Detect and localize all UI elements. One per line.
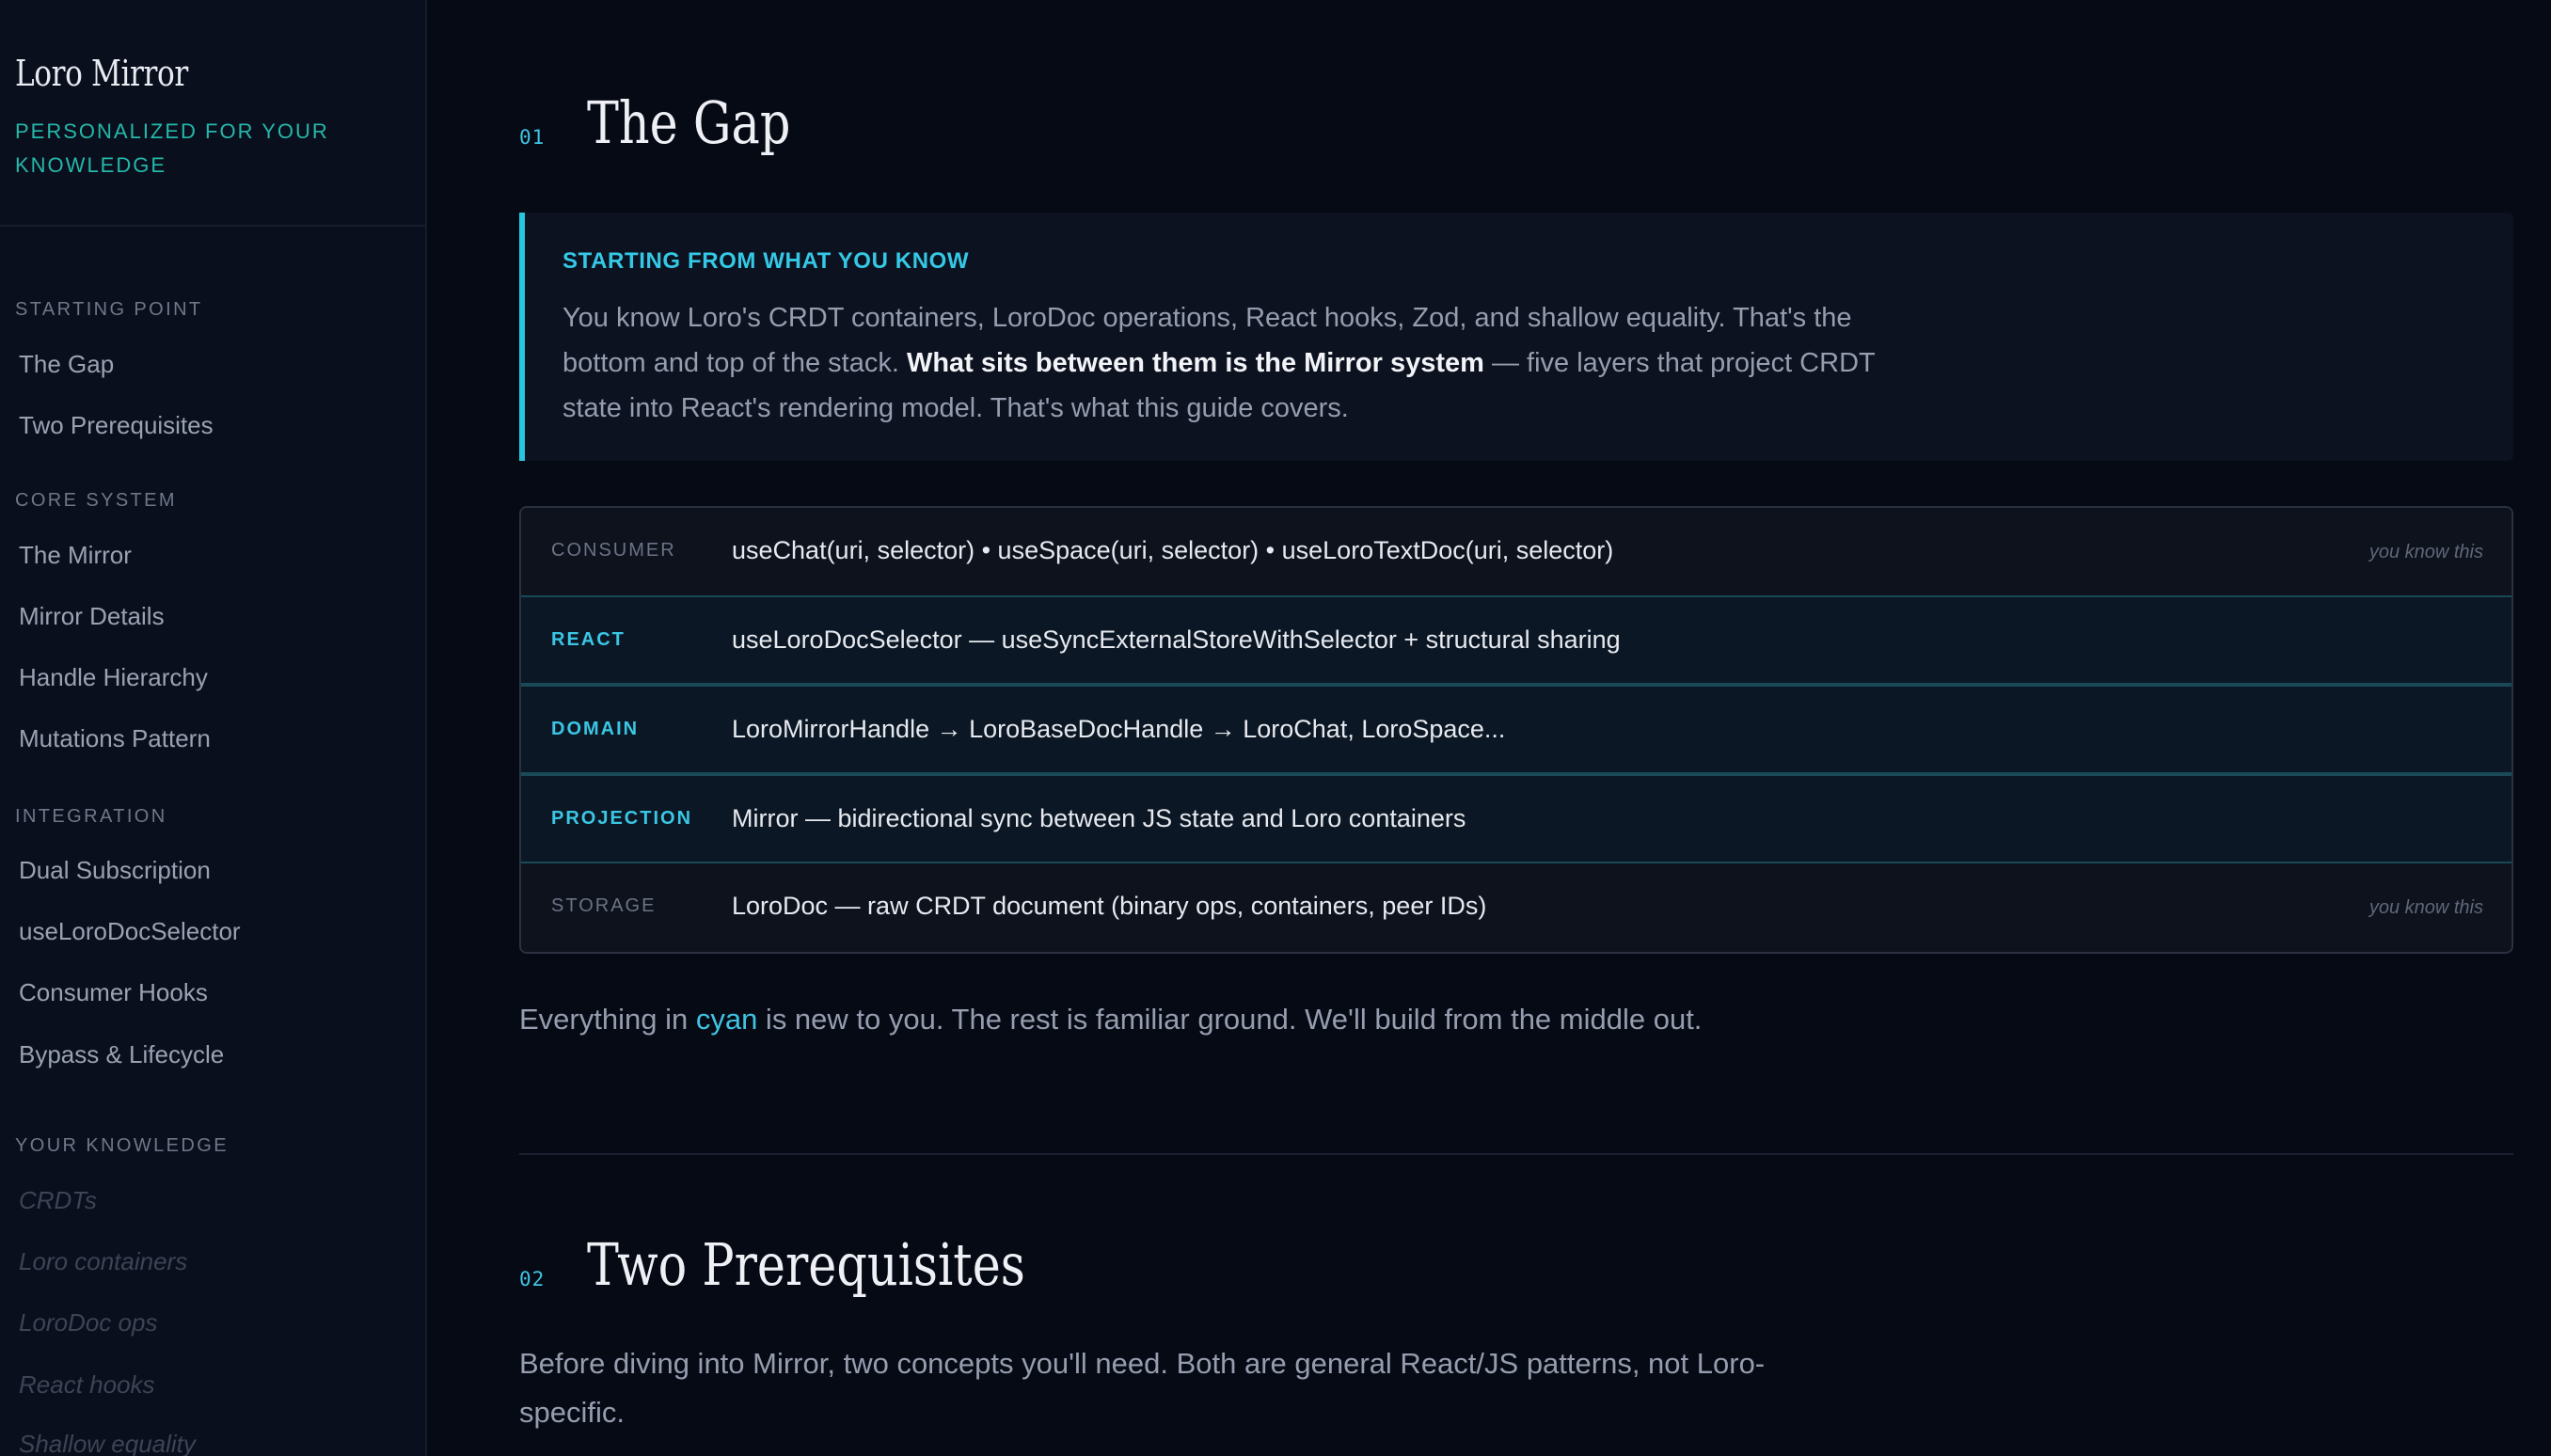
site-subtitle-line2: KNOWLEDGE — [15, 153, 167, 177]
layer-projection — [521, 774, 2511, 863]
layer-text: Mirror — bidirectional sync between JS state and Loro containers — [732, 804, 1466, 832]
layer-consumer — [521, 508, 2511, 597]
brand — [15, 53, 410, 182]
layer-label: CONSUMER — [551, 540, 676, 561]
site-subtitle-line1: PERSONALIZED FOR YOUR — [15, 119, 329, 143]
layer-text: useLoroDocSelector — useSyncExternalStoreWithSelector + structural sharing — [732, 625, 1621, 654]
nav-item-mirror-details[interactable]: Mirror Details — [19, 602, 165, 630]
layer-label: STORAGE — [551, 895, 657, 916]
section-number-01: 01 — [519, 126, 546, 149]
callout-text — [562, 295, 1879, 431]
layer-label: REACT — [551, 629, 626, 650]
layer-label: PROJECTION — [551, 808, 693, 829]
knowledge-item-crdts: CRDTs — [19, 1186, 97, 1214]
nav-section-core-system: CORE SYSTEM — [15, 490, 177, 511]
stack-explanation-start: Everything in — [519, 1003, 696, 1036]
callout-box — [519, 213, 2513, 461]
nav-item-two-prerequisites[interactable]: Two Prerequisites — [19, 411, 214, 439]
nav-item-use-loro-doc-selector[interactable]: useLoroDocSelector — [19, 917, 241, 945]
stack-explanation — [519, 1003, 1702, 1037]
section-title-two-prerequisites: Two Prerequisites — [587, 1230, 1025, 1299]
cyan-highlight: cyan — [695, 1003, 758, 1036]
nav-item-consumer-hooks[interactable]: Consumer Hooks — [19, 978, 208, 1006]
layer-note: you know this — [2369, 542, 2483, 562]
nav-section-starting-point: STARTING POINT — [15, 299, 203, 320]
section-title-the-gap: The Gap — [587, 88, 791, 157]
layer-label: DOMAIN — [551, 719, 640, 739]
site-title[interactable]: Loro Mirror — [15, 53, 188, 94]
sidebar-divider — [0, 225, 427, 227]
layer-domain — [521, 685, 2511, 774]
layer-stack — [519, 506, 2513, 954]
site-subtitle — [15, 115, 410, 182]
knowledge-item-loro-containers: Loro containers — [19, 1247, 188, 1275]
callout-label: STARTING FROM WHAT YOU KNOW — [562, 248, 970, 274]
knowledge-item-lorodoc-ops: LoroDoc ops — [19, 1308, 158, 1337]
nav-item-the-mirror[interactable]: The Mirror — [19, 541, 132, 569]
nav-item-bypass-lifecycle[interactable]: Bypass & Lifecycle — [19, 1040, 225, 1068]
stack-explanation-end: is new to you. The rest is familiar ground. We'll build from the middle out. — [757, 1003, 1703, 1036]
layer-react — [521, 595, 2511, 685]
layer-text: LoroDoc — raw CRDT document (binary ops, containers, peer IDs) — [732, 892, 1487, 920]
section2-intro: Before diving into Mirror, two concepts you'll need. Both are general React/JS patterns, not Loro-specific. — [519, 1347, 1766, 1429]
nav-section-your-knowledge: YOUR KNOWLEDGE — [15, 1135, 229, 1156]
section-divider — [519, 1153, 2513, 1155]
nav-section-integration: INTEGRATION — [15, 806, 167, 827]
sidebar — [0, 0, 427, 1456]
knowledge-item-shallow-equality: Shallow equality — [19, 1430, 196, 1456]
callout-text-end: — five layers that project CRDT state into React's rendering model. That's what this guide covers. — [562, 348, 1876, 423]
section-number-02: 02 — [519, 1268, 546, 1290]
callout-text-start: You know Loro's CRDT containers, LoroDoc operations, React hooks, Zod, and shallow equality. That's the bottom and top of the stack. — [562, 303, 1852, 378]
layer-note: you know this — [2369, 897, 2483, 918]
nav-item-handle-hierarchy[interactable]: Handle Hierarchy — [19, 663, 208, 691]
layer-text: LoroMirrorHandle → LoroBaseDocHandle → LoroChat, LoroSpace... — [732, 715, 1506, 743]
layer-storage — [521, 863, 2511, 953]
nav-item-mutations-pattern[interactable]: Mutations Pattern — [19, 724, 211, 752]
knowledge-item-react-hooks: React hooks — [19, 1370, 155, 1399]
callout-text-bold: What sits between them is the Mirror system — [906, 348, 1484, 378]
layer-text: useChat(uri, selector) • useSpace(uri, selector) • useLoroTextDoc(uri, selector) — [732, 536, 1614, 564]
nav-item-dual-subscription[interactable]: Dual Subscription — [19, 856, 211, 884]
nav-item-the-gap[interactable]: The Gap — [19, 350, 115, 378]
